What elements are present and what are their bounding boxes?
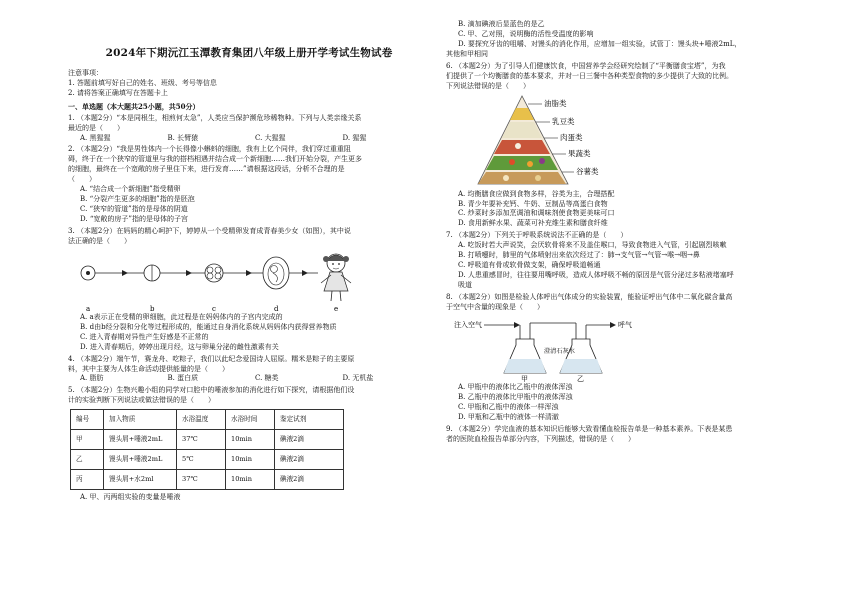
question-5: [68, 386, 430, 503]
question-stem: （ ）: [68, 175, 96, 184]
option-continued: 吸道: [458, 281, 472, 289]
option: C. 炒菜时多添加烹调油和调味剂使食物更美味可口: [458, 209, 615, 218]
option-row: [68, 374, 430, 384]
option-row: [68, 134, 430, 144]
table-cell: 37℃: [177, 470, 226, 490]
question-stem: 7. （本题2分）下列关于呼吸系统说法不正确的是（ ）: [446, 231, 628, 240]
option: B. d由b经分裂和分化等过程形成的，能通过自身消化系统从妈妈体内获得营养物质: [80, 322, 337, 331]
table-cell: 丙: [71, 470, 104, 490]
option: A. 脂肪: [80, 374, 104, 383]
option: B. “分裂产生更多的细胞”指的是胚泡: [80, 195, 195, 204]
option-continued: 其他和甲相同: [446, 49, 488, 58]
option: B. 蛋白质: [167, 374, 199, 383]
table-row: [71, 450, 344, 470]
table-header: 加入物质: [104, 410, 177, 430]
option: C. 呼吸道有骨或软骨做支架，确保呼吸道畅通: [458, 261, 601, 270]
figure-label: d: [274, 304, 279, 313]
option: D. “宽敞的房子”指的是母体的子宫: [80, 215, 188, 224]
option: B. 乙瓶中的液体比甲瓶中的液体浑浊: [458, 392, 573, 401]
pyramid-label: 果蔬类: [568, 148, 591, 158]
page-title: 2024年下期沅江玉潭教育集团八年级上册开学考试生物试卷: [105, 47, 393, 59]
question-stem: 3. （本题2分）在妈妈的精心呵护下，婷婷从一个受精卵发育成青春美少女（如图），其中说: [68, 226, 351, 235]
liquid-label: 澄清石灰水: [544, 347, 575, 355]
figure-label: b: [150, 304, 155, 313]
question-stem: 的细胞，最终在一个宽敞的房子里住下来，进行发育……”请根据这段话，分析不合理的是: [68, 165, 345, 174]
table-cell: 甲: [71, 430, 104, 450]
note-item: 2. 请将答案正确填写在答题卡上: [68, 88, 168, 97]
flask-b-label: 乙: [577, 374, 584, 383]
right-column: [446, 0, 798, 444]
option: C. 糖类: [255, 374, 279, 383]
table-cell: 碘液2滴: [275, 430, 344, 450]
pyramid-label: 肉蛋类: [560, 132, 583, 142]
figure-label: e: [334, 304, 339, 313]
question-stem: 下列说法错误的是（ ）: [446, 81, 530, 90]
option: A. 甲瓶中的液体比乙瓶中的液体浑浊: [458, 382, 573, 391]
outlet-label: 呼气: [618, 320, 632, 329]
option: A. 甲、丙两组实验的变量是唾液: [80, 493, 181, 502]
question-5-continued: [446, 20, 798, 60]
question-7: [446, 231, 798, 291]
table-header: 鉴定试剂: [275, 410, 344, 430]
question-stem: 6. （本题2分）为了引导人们健康饮食，中国营养学会经研究绘制了“平衡膳食宝塔”，为我: [446, 61, 726, 70]
option: C. “狭窄的管道”指的是母体的阴道: [80, 205, 188, 214]
pyramid-layer-vegetable: [486, 156, 558, 170]
option: D. 猩猩: [342, 133, 367, 142]
question-stem: 料，其中主要为人体生命活动提供能量的是（ ）: [68, 364, 229, 373]
blastula-icon: [205, 264, 223, 282]
table-cell: 10min: [226, 450, 275, 470]
question-1: [68, 114, 430, 144]
note-item: 1. 答题前填写好自己的姓名、班级、考号等信息: [68, 78, 217, 87]
question-stem: 计的实验判断下列说法或做法错误的是（ ）: [68, 396, 215, 405]
table-cell: 37℃: [177, 430, 226, 450]
question-stem: 1. （本题2分）“本是同根生，相煎何太急”，人类应当保护濒危珍稀物种。下列与人类亲缘关系: [68, 113, 362, 122]
figure-label: a: [86, 304, 91, 313]
question-stem: 最近的是（ ）: [68, 123, 124, 132]
question-9: [446, 425, 798, 445]
arrow-head: [122, 270, 128, 276]
arrow-head: [186, 270, 192, 276]
table-cell: 10min: [226, 470, 275, 490]
arrow-head: [302, 270, 308, 276]
question-stem: 于空气中含量的现象是（ ）: [446, 302, 544, 311]
option: D. 人患重感冒时，往往要用嘴呼吸，造成人体呼吸不畅的原因是气管分泌过多粘液堵塞呼: [458, 271, 734, 280]
option: A. 黑猩猩: [80, 133, 111, 142]
pyramid-label: 油脂类: [544, 98, 567, 108]
experiment-table: [70, 409, 344, 490]
fetus-uterus-icon: [263, 257, 289, 289]
development-figure: [68, 247, 430, 313]
question-stem: 法正确的是（ ）: [68, 236, 131, 245]
question-stem: 5. （本题2分）生物兴趣小组的同学对口腔中的唾液参加的消化进行如下探究，请根据他们设: [68, 386, 355, 395]
flask-a-label: 甲: [521, 374, 528, 383]
option: D. 进入青春期后，婷婷出现月经，这与卵巢分泌的雌性激素有关: [80, 342, 279, 351]
food-pyramid-figure: [446, 92, 798, 190]
inlet-label: 注入空气: [454, 320, 482, 329]
table-cell: 馒头屑+唾液2mL: [104, 450, 177, 470]
table-cell: 乙: [71, 450, 104, 470]
table-header: 编号: [71, 410, 104, 430]
table-cell: 碘液2滴: [275, 450, 344, 470]
option: D. 甲瓶和乙瓶中的液体一样清澈: [458, 412, 559, 421]
question-stem: 碍，终于在一个狭窄的管道里与我的搭档相遇并结合成一个新细胞……我们开始分裂，产生更多: [68, 155, 362, 164]
pyramid-layer-meat: [494, 140, 550, 154]
notes-heading: 注意事项：: [68, 68, 103, 77]
question-stem: 者的医院血检报告单部分内容，下列描述，错误的是（ ）: [446, 434, 635, 443]
left-column: [68, 0, 430, 503]
table-row: [71, 470, 344, 490]
table-header-row: [71, 410, 344, 430]
table-cell: 5℃: [177, 450, 226, 470]
question-stem: 们提供了一个均衡膳食的基本要求，并对一日三餐中各种类型食物的多少提供了大致的比例。: [446, 71, 733, 80]
option: A. 均衡膳食应做到食物多样，谷类为主，合理搭配: [458, 189, 615, 198]
option: C. 甲瓶和乙瓶中的液体一样浑浊: [458, 402, 559, 411]
option: B. 打喷嚏时，肺里的气体喷射出来依次经过了：肺→支气管→气管→喉→咽→鼻: [458, 251, 700, 260]
option: D. 要探究牙齿的咀嚼、对馒头的消化作用，应增加一组实验，试管丁：馒头块+唾液2mL，: [458, 39, 742, 48]
option: A. a表示正在受精的卵细胞，此过程是在妈妈体内的子宫内完成的: [80, 312, 283, 321]
option: A. “结合成一个新细胞”指受精卵: [80, 185, 181, 194]
table-cell: 10min: [226, 430, 275, 450]
question-6: [446, 62, 798, 230]
pyramid-layer-grain: [478, 172, 566, 184]
option: D. 无机盐: [342, 374, 374, 383]
pyramid-label: 谷薯类: [576, 166, 599, 176]
table-header: 水浴时间: [226, 410, 275, 430]
table-cell: 馒头屑+水2ml: [104, 470, 177, 490]
option: A. 吃饭时若大声说笑，会厌软骨将来不及盖住喉口，导致食物进入气管，引起剧烈咳嗽: [458, 241, 727, 250]
option: B. 青少年要补充钙、牛奶、豆制品等高蛋白食物: [458, 199, 608, 208]
option: C. 大猩猩: [255, 133, 286, 142]
table-header: 水浴温度: [177, 410, 226, 430]
table-cell: 碘液2滴: [275, 470, 344, 490]
question-3: [68, 227, 430, 353]
option: B. 滴加碘液后显蓝色的是乙: [458, 20, 545, 28]
arrow-head: [246, 270, 252, 276]
option: C. 进入青春期对异性产生好感是不正常的: [80, 332, 209, 341]
question-stem: 8. （本题2分）如图是检验人体呼出气体成分的实验装置，能验证呼出气体中二氧化碳含量高: [446, 292, 733, 301]
pyramid-layer-oil: [510, 108, 534, 120]
question-stem: 2. （本题2分）“我是男性体内一个长得像小蝌蚪的细胞，我有上亿个同伴，我们穿过重重阻: [68, 145, 351, 154]
breath-apparatus-figure: [446, 313, 798, 383]
section-heading: 一、单选题（本大题共25小题，共50分）: [68, 101, 200, 111]
figure-label: c: [212, 304, 216, 313]
question-4: [68, 355, 430, 385]
question-2: [68, 145, 430, 225]
question-stem: 4. （本题2分）端午节，赛龙舟、吃粽子，我们以此纪念爱国诗人屈原。糯米是粽子的主要原: [68, 354, 355, 363]
option: C. 甲、乙对照，说明酶的活性受温度的影响: [458, 29, 594, 38]
question-stem: 9. （本题2分）学完血液的基本知识后能够大致看懂血检报告单是一种基本素养。下表是某患: [446, 424, 733, 433]
girl-icon: [321, 254, 351, 301]
option: B. 长臂猿: [167, 133, 199, 142]
pyramid-label: 乳豆类: [552, 116, 575, 126]
table-row: [71, 430, 344, 450]
option: D. 食用新鲜水果、蔬菜可补充维生素和膳食纤维: [458, 219, 608, 228]
table-cell: 馒头屑+唾液2mL: [104, 430, 177, 450]
question-8: [446, 293, 798, 423]
